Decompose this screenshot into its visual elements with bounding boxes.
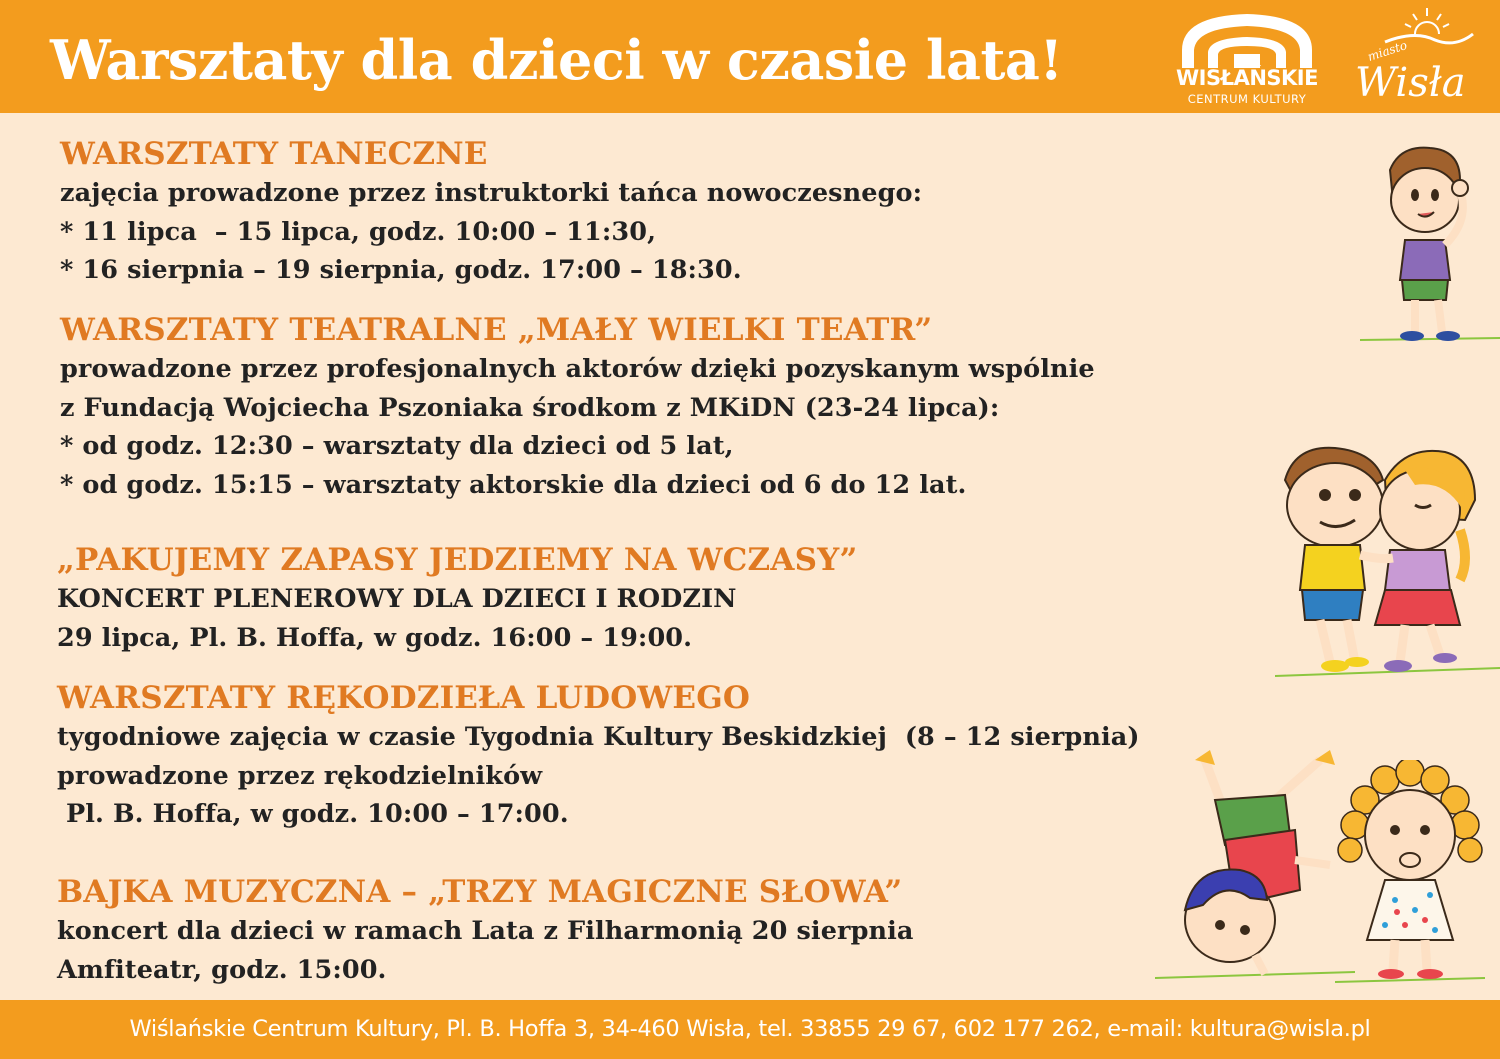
wck-logo-name: WISŁAŃSKIE — [1176, 66, 1318, 90]
section-line: prowadzone przez profesjonalnych aktorów dzięki pozyskanym wspólnie — [60, 354, 1095, 384]
section-fairy-tale — [57, 872, 914, 989]
section-dance — [60, 134, 922, 290]
boy-girl-kissing-icon — [1275, 440, 1500, 680]
boy-handstand-icon — [1155, 740, 1355, 980]
section-line: KONCERT PLENEROWY DLA DZIECI I RODZIN — [57, 584, 737, 614]
section-line: Pl. B. Hoffa, w godz. 10:00 – 17:00. — [57, 799, 569, 829]
section-line: 29 lipca, Pl. B. Hoffa, w godz. 16:00 – 19:00. — [57, 622, 693, 653]
section-title: BAJKA MUZYCZNA – „TRZY MAGICZNE SŁOWA” — [57, 874, 903, 910]
footer-contact: Wiślańskie Centrum Kultury, Pl. B. Hoffa 3, 34-460 Wisła, tel. 33855 29 67, 602 177 262, e-mail: kultura@wisla.pl — [129, 1016, 1371, 1042]
section-crafts — [57, 678, 1140, 834]
section-line: * od godz. 15:15 – warsztaty aktorskie dla dzieci od 6 do 12 lat. — [60, 469, 967, 500]
footer-banner — [0, 1000, 1500, 1059]
section-title: WARSZTATY TEATRALNE „MAŁY WIELKI TEATR” — [60, 312, 933, 348]
section-theatre — [60, 310, 1095, 504]
curly-girl-icon — [1335, 760, 1485, 985]
section-line: * 16 sierpnia – 19 sierpnia, godz. 17:00 – 18:30. — [60, 255, 742, 285]
section-line: * od godz. 12:30 – warsztaty dla dzieci od 5 lat, — [60, 431, 734, 461]
section-concert — [57, 540, 858, 657]
section-line: koncert dla dzieci w ramach Lata z Filharmonią 20 sierpnia — [57, 916, 914, 946]
section-line: zajęcia prowadzone przez instruktorki tańca nowoczesnego: — [60, 178, 923, 208]
wck-logo-subtitle: CENTRUM KULTURY — [1187, 92, 1307, 106]
section-line: Amfiteatr, godz. 15:00. — [57, 954, 387, 985]
wck-logo — [1172, 10, 1322, 110]
section-line: z Fundacją Wojciecha Pszoniaka środkom z MKiDN (23-24 lipca): — [60, 392, 1000, 423]
section-title: WARSZTATY TANECZNE — [60, 136, 488, 172]
section-title: „PAKUJEMY ZAPASY JEDZIEMY NA WCZASY” — [57, 542, 858, 578]
section-line: tygodniowe zajęcia w czasie Tygodnia Kultury Beskidzkiej (8 – 12 sierpnia) — [57, 722, 1140, 752]
wisla-logo — [1335, 4, 1485, 109]
page-title: Warsztaty dla dzieci w czasie lata! — [50, 28, 1063, 92]
boy-waving-icon — [1360, 140, 1500, 350]
wck-arch-icon — [1172, 10, 1322, 70]
section-line: prowadzone przez rękodzielników — [57, 760, 543, 791]
header-banner — [0, 0, 1500, 113]
section-title: WARSZTATY RĘKODZIEŁA LUDOWEGO — [57, 680, 751, 716]
wisla-logo-name: Wisła — [1355, 60, 1466, 106]
wisla-logo-small: miasto — [1365, 38, 1409, 64]
section-line: * 11 lipca – 15 lipca, godz. 10:00 – 11:30, — [60, 216, 657, 247]
